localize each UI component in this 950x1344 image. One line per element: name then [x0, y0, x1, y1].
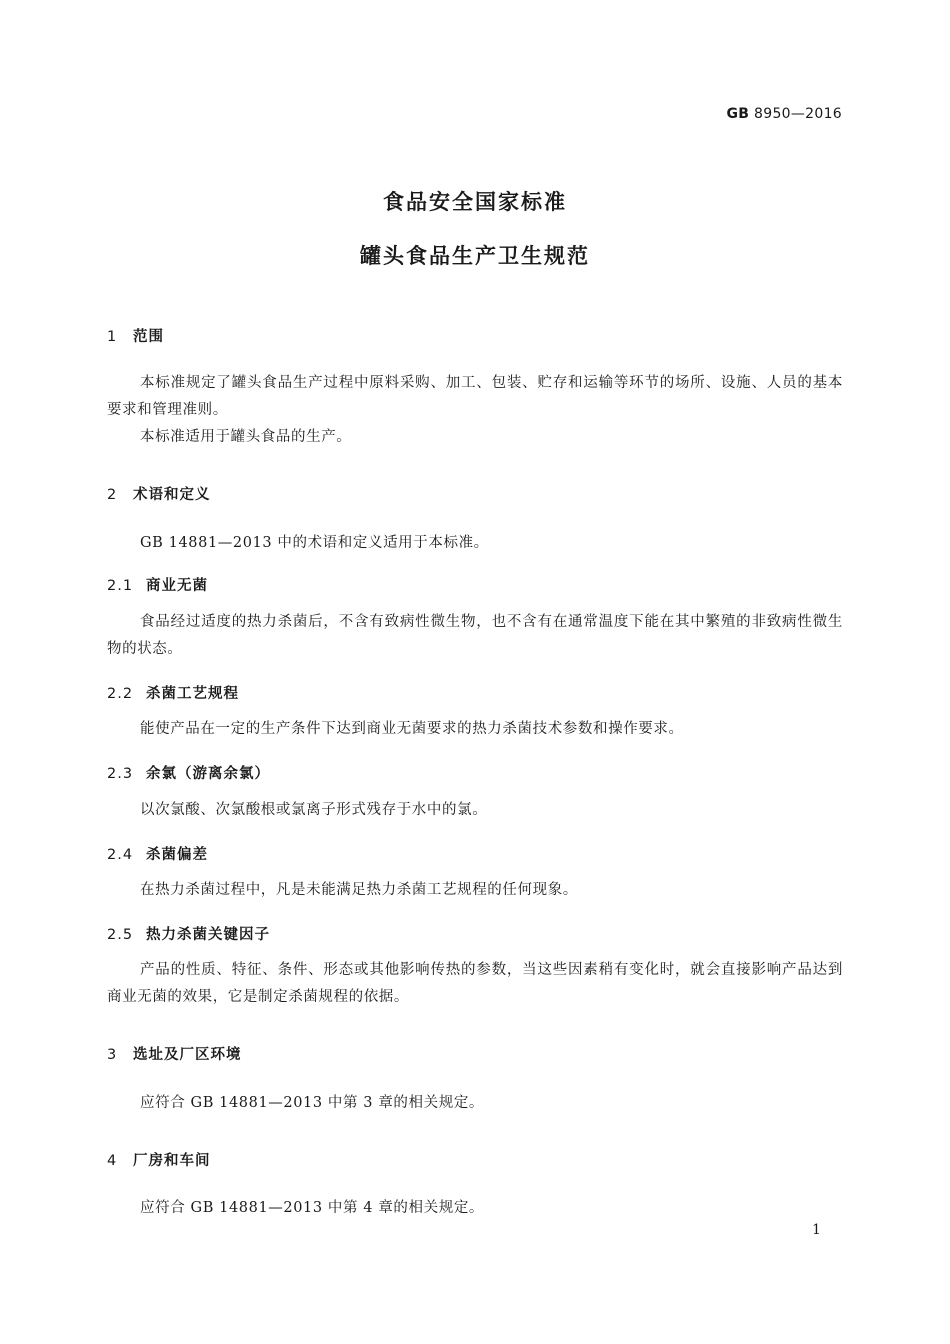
section-title: 商业无菌: [146, 578, 208, 594]
standard-code: [640, 106, 842, 122]
document-title-line2: 罐头食品生产卫生规范: [360, 244, 590, 268]
section-2-3-paragraph: 以次氯酸、次氯酸根或氯离子形式残存于水中的氯。: [140, 802, 488, 818]
section-title: 热力杀菌关键因子: [146, 927, 270, 943]
section-2-5-paragraph: 产品的性质、特征、条件、形态或其他影响传热的参数，当这些因素稍有变化时，就会直接影响产品达到商业无菌的效果，它是制定杀菌规程的依据。: [107, 962, 843, 1005]
section-number: 3: [107, 1047, 118, 1063]
section-2-2-paragraph: 能使产品在一定的生产条件下达到商业无菌要求的热力杀菌技术参数和操作要求。: [140, 721, 684, 737]
section-number: 4: [107, 1153, 118, 1169]
section-heading-4: [107, 1149, 211, 1170]
section-title: 选址及厂区环境: [133, 1047, 242, 1063]
standard-prefix: GB: [726, 106, 750, 122]
page-number: 1: [812, 1222, 821, 1238]
section-number: 2.4: [107, 847, 134, 863]
section-heading-2-3: [107, 762, 270, 783]
section-3-paragraph: 应符合 GB 14881—2013 中第 3 章的相关规定。: [140, 1095, 485, 1111]
section-1-paragraph-1: 本标准规定了罐头食品生产过程中原料采购、加工、包装、贮存和运输等环节的场所、设施、人员的基本要求和管理准则。: [107, 375, 843, 418]
section-title: 杀菌工艺规程: [146, 686, 239, 702]
section-number: 2.3: [107, 766, 134, 782]
section-title: 杀菌偏差: [146, 847, 208, 863]
section-heading-2-2: [107, 682, 239, 703]
document-title-line1: 食品安全国家标准: [383, 190, 567, 214]
section-number: 1: [107, 329, 118, 345]
section-1-paragraph-2: 本标准适用于罐头食品的生产。: [140, 429, 352, 445]
section-2-4-paragraph: 在热力杀菌过程中，凡是未能满足热力杀菌工艺规程的任何现象。: [140, 882, 578, 898]
section-number: 2.2: [107, 686, 134, 702]
section-number: 2.5: [107, 927, 134, 943]
section-title: 余氯（游离余氯）: [146, 766, 270, 782]
section-title: 厂房和车间: [133, 1153, 211, 1169]
section-title: 术语和定义: [133, 487, 211, 503]
section-heading-2-5: [107, 923, 270, 944]
section-title: 范围: [133, 329, 164, 345]
section-heading-3: [107, 1043, 242, 1064]
section-number: 2: [107, 487, 118, 503]
section-heading-2: [107, 483, 211, 504]
section-heading-1: [107, 325, 164, 346]
section-2-paragraph: GB 14881—2013 中的术语和定义适用于本标准。: [140, 535, 489, 551]
section-heading-2-1: [107, 574, 208, 595]
standard-number: 8950—2016: [749, 106, 842, 122]
section-4-paragraph: 应符合 GB 14881—2013 中第 4 章的相关规定。: [140, 1200, 485, 1216]
section-number: 2.1: [107, 578, 134, 594]
section-heading-2-4: [107, 843, 208, 864]
section-2-1-paragraph: 食品经过适度的热力杀菌后，不含有致病性微生物，也不含有在通常温度下能在其中繁殖的非致病性微生物的状态。: [107, 614, 843, 657]
